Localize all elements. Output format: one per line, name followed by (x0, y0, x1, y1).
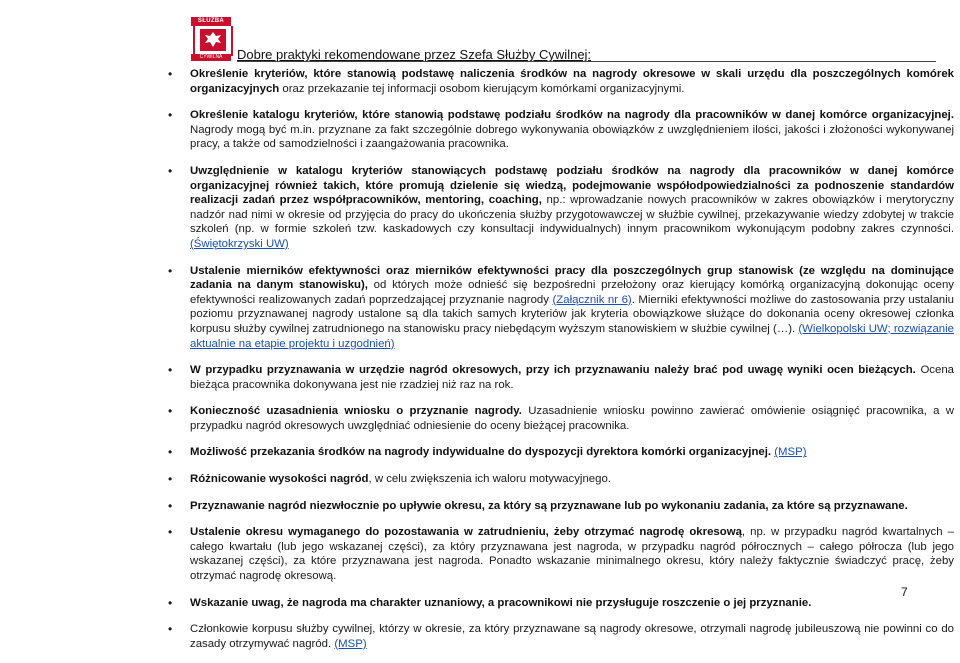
bullet-icon: • (168, 404, 173, 419)
list-item (168, 472, 954, 487)
list-item (168, 264, 954, 352)
list-item (168, 164, 954, 252)
item-text: np.: wprowadzanie nowych pracowników w zakres obowiązków i merytoryczny nadzór nad nimi w okresie od przyjęcia do pracy do ukończenia służby przygotowawczej w służbie cywilnej, przekazywanie wiedzy zdobytej w trakcie szkoleń (np. w formie szkoleń tzw. kaskadowych czy konsultacji indywidualnych) innym pracownikom wykonującym podobny zakres czynności. (190, 194, 954, 236)
item-bold-text: Wskazanie uwag, że nagroda ma charakter uznaniowy, a pracownikowi nie przysługuje roszczenie o jej przyznanie. (190, 596, 812, 609)
list-item (168, 404, 954, 433)
source-link[interactable]: (MSP) (774, 446, 807, 459)
attachment-link[interactable]: (Załącznik nr 6) (552, 293, 632, 306)
list-item (168, 596, 954, 611)
item-bold-text: Przyznawanie nagród niezwłocznie po upływie okresu, za który są przyznawane lub po wykonaniu zadania, za które są przyznawane. (190, 499, 908, 512)
item-bold-text: Różnicowanie wysokości nagród (190, 473, 369, 486)
item-bold-text: Możliwość przekazania środków na nagrody indywidualne do dyspozycji dyrektora komórki organizacyjnej. (190, 446, 772, 459)
item-bold-text: Określenie kryteriów, które stanowią podstawę naliczenia środków na nagrody okresowe w skali urzędu dla poszczególnych komórek organizacyjnych (190, 68, 954, 95)
bullet-icon: • (168, 67, 173, 81)
list-item (168, 67, 954, 96)
bullet-icon: • (168, 525, 173, 540)
list-item (168, 108, 954, 152)
item-text: Członkowie korpusu służby cywilnej, którzy w okresie, za który przyznawane są nagrody okresowe, otrzymali nagrodę jubileuszową nie powinni co do zasady otrzymywać nagród. (190, 623, 954, 650)
bullet-icon: • (168, 163, 173, 178)
source-link[interactable]: (Wielkopolski UW; rozwiązanie aktualnie na etapie projektu i uzgodnień) (190, 322, 954, 350)
bullet-icon: • (168, 263, 173, 278)
bullet-icon: • (168, 445, 173, 460)
item-bold-text: Określenie katalogu kryteriów, które stanowią podstawę podziału środków na nagrody dla pracowników w danej komórce organizacyjnej. (190, 109, 954, 122)
bullet-icon: • (168, 472, 173, 487)
item-bold-text: W przypadku przyznawania w urzędzie nagród okresowych, przy ich przyznawaniu należy brać pod uwagę wyniki ocen bieżących. (190, 364, 916, 377)
bullet-icon: • (168, 108, 173, 123)
item-bold-text: Ustalenie okresu wymaganego do pozostawania w zatrudnieniu, żeby otrzymać nagrodę okresową (190, 526, 742, 539)
page-number: 7 (901, 585, 908, 599)
civil-service-logo (191, 17, 231, 61)
list-item (168, 363, 954, 392)
source-link[interactable]: (Świętokrzyski UW) (190, 237, 289, 250)
bullet-icon: • (168, 498, 173, 513)
item-text: oraz przekazanie tej informacji osobom kierującym komórkami organizacyjnymi. (279, 82, 685, 95)
title-rule (237, 61, 936, 62)
logo-text-top: SŁUŻBA (191, 17, 231, 26)
item-text: Uzasadnienie wniosku powinno zawierać omówienie osiągnięć pracownika, a w przypadku nagród okresowych uwzględniać odniesienie do oceny bieżącej pracownika. (190, 405, 955, 432)
document-title: Dobre praktyki rekomendowane przez Szefa Służby Cywilnej: (237, 47, 592, 62)
bullet-icon: • (168, 363, 173, 378)
item-bold-text: Ustalenie mierników efektywności oraz mierników efektywności pracy dla poszczególnych grup stanowisk (ze względu na dominujące zadania na danym stanowisku), (190, 264, 954, 292)
list-item (168, 525, 954, 583)
item-text: , w celu zwiększenia ich waloru motywacyjnego. (368, 473, 611, 486)
item-bold-text: Konieczność uzasadnienia wniosku o przyznanie nagrody. (190, 405, 522, 418)
item-text: od których może odnieść się bezpośredni przełożony oraz kierujący komórką organizacyjną dokonując oceny efektywności realizowanych zadań poprzedzającej przyznanie nagrody (190, 279, 954, 306)
eagle-emblem-icon (195, 26, 231, 54)
list-item (168, 445, 954, 460)
list-item (168, 622, 954, 651)
source-link[interactable]: (MSP) (334, 637, 367, 650)
logo-emblem (193, 26, 233, 56)
item-text: . Mierniki efektywności możliwe do zastosowania przy ustalaniu poziomu przyznawanej nagrody ustalone są dla takich samych kryteriów jak kryteria obowiązkowe służące do dokonania oceny okresowej członka korpusu służby cywilnej zatrudnionego na stanowisku pracy niebędącym wyższym stanowiskiem w służbie cywilnej (…). (190, 293, 954, 335)
item-text: , np. w przypadku nagród kwartalnych – całego kwartału (lub jego wskazanej części), za który przyznawana jest nagroda, w przypadku nagród półrocznych – całego półrocza (lub jego wskazanej części), za które przyznawana jest nagroda. Ponadto wskazanie minimalnego okresu, który należy faktycznie świadczyć pracę, żeby otrzymać nagrodę okresową. (190, 526, 954, 583)
recommendations-list (168, 67, 954, 663)
item-text: Nagrody mogą być m.in. przyznane za fakt szczególnie dobrego wykonywania obowiązków z uwzględnieniem ilości, jakości i złożoności wykonywanej pracy, a także od samodzielności i zaangażowania pracownika. (190, 123, 954, 151)
item-bold-text: Uwzględnienie w katalogu kryteriów stanowiących podstawę podziału środków na nagrody dla pracowników w danej komórce organizacyjnej również takich, które promują dzielenie się wiedzą, podejmowanie współodpowiedzialności za podnoszenie standardów realizacji zadań przez współpracowników, mentoring, coaching, (190, 164, 954, 207)
item-text: Ocena bieżąca pracownika dokonywana jest nie rzadziej niż raz na rok. (190, 364, 954, 391)
list-item (168, 499, 954, 514)
bullet-icon: • (168, 622, 173, 637)
bullet-icon: • (168, 595, 173, 610)
logo-text-bottom: CYWILNA (191, 54, 231, 61)
